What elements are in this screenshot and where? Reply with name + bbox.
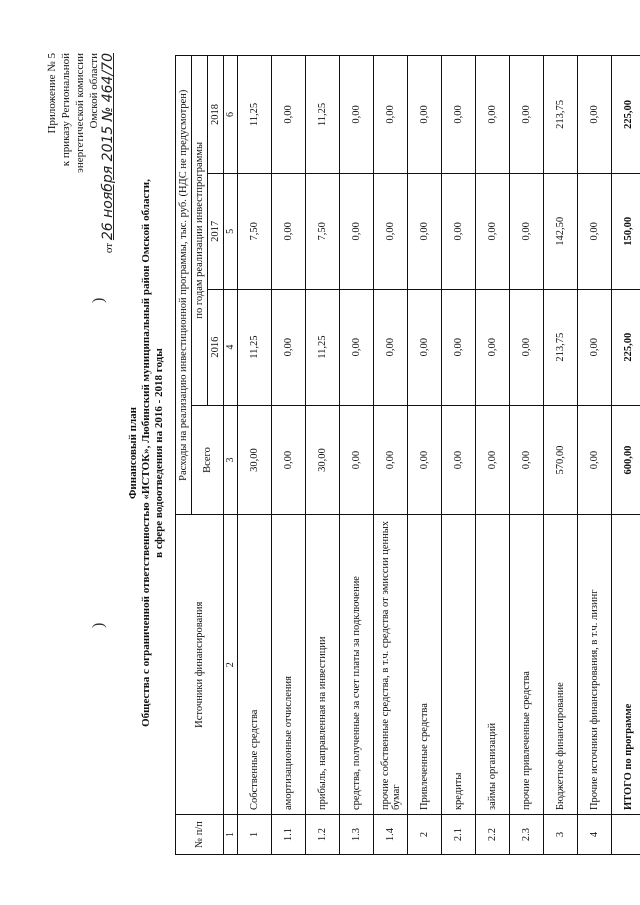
row-num: [612, 815, 640, 855]
column-number: 5: [224, 173, 238, 289]
row-total: 0,00: [442, 405, 476, 515]
row-num: 1: [238, 815, 272, 855]
appendix-line-5: [101, 53, 116, 253]
row-total: 570,00: [544, 405, 578, 515]
row-2016: 0,00: [272, 289, 306, 405]
row-total: 0,00: [408, 405, 442, 515]
header-source: Источники финансирования: [176, 515, 224, 815]
table-row: [476, 56, 510, 855]
row-num: 1.1: [272, 815, 306, 855]
column-number: 1: [224, 815, 238, 855]
row-2017: 7,50: [238, 173, 272, 289]
row-num: 1.3: [340, 815, 374, 855]
header-total: Всего: [192, 405, 224, 515]
row-2016: 0,00: [510, 289, 544, 405]
row-2017: 0,00: [340, 173, 374, 289]
row-2016: 0,00: [442, 289, 476, 405]
column-numbers-row: [224, 56, 238, 855]
header-expenses: Расходы на реализацию инвестиционной программы, тыс. руб. (НДС не предусмотрен): [176, 56, 192, 515]
row-2016: 0,00: [578, 289, 612, 405]
document-heading: [127, 43, 166, 863]
row-total: 0,00: [340, 405, 374, 515]
row-source: ИТОГО по программе: [612, 515, 640, 815]
row-source: займы организаций: [476, 515, 510, 815]
row-source: амортизационные отчисления: [272, 515, 306, 815]
table-row: [272, 56, 306, 855]
header-year-2018: 2018: [208, 56, 224, 174]
table-body: [224, 56, 640, 855]
row-2018: 11,25: [306, 56, 340, 174]
row-num: 1.4: [374, 815, 408, 855]
appendix-note: [45, 53, 116, 253]
appendix-date-prefix: от: [103, 242, 115, 254]
row-2018: 11,25: [238, 56, 272, 174]
row-source: кредиты: [442, 515, 476, 815]
row-2017: 7,50: [306, 173, 340, 289]
financial-plan-table: [175, 55, 640, 855]
row-num: 2.1: [442, 815, 476, 855]
row-num: 2: [408, 815, 442, 855]
binding-mark-right: ): [90, 297, 107, 303]
row-2017: 0,00: [374, 173, 408, 289]
appendix-line-1: Приложение № 5: [46, 53, 58, 134]
row-num: 3: [544, 815, 578, 855]
header-num: № п/п: [176, 815, 224, 855]
binding-mark-left: ): [90, 622, 107, 628]
row-total: 0,00: [272, 405, 306, 515]
row-2018: 0,00: [340, 56, 374, 174]
row-2018: 0,00: [442, 56, 476, 174]
heading-period: в сфере водоотведения на 2016 - 2018 годы: [153, 348, 165, 558]
row-2018: 0,00: [374, 56, 408, 174]
row-source: прочие собственные средства, в т.ч. средства от эмиссии ценных бумаг: [374, 515, 408, 815]
column-number: 2: [224, 515, 238, 815]
table-row: [408, 56, 442, 855]
row-2018: 0,00: [578, 56, 612, 174]
row-2017: 0,00: [578, 173, 612, 289]
row-source: Привлеченные средства: [408, 515, 442, 815]
row-num: 4: [578, 815, 612, 855]
row-total: 0,00: [578, 405, 612, 515]
row-2018: 0,00: [510, 56, 544, 174]
table-row: [238, 56, 272, 855]
handwritten-order-date-number: 26 ноября 2015 № 464/70: [100, 53, 116, 241]
row-total: 30,00: [306, 405, 340, 515]
header-year-2016: 2016: [208, 289, 224, 405]
table-row: [510, 56, 544, 855]
row-2016: 225,00: [612, 289, 640, 405]
row-total: 30,00: [238, 405, 272, 515]
table-row: [340, 56, 374, 855]
appendix-line-3: энергетической комиссии: [74, 53, 86, 173]
row-2018: 225,00: [612, 56, 640, 174]
table-row: [306, 56, 340, 855]
header-by-years: по годам реализации инвестпрограммы: [192, 56, 208, 406]
row-2016: 0,00: [476, 289, 510, 405]
row-total: 0,00: [374, 405, 408, 515]
heading-title: Финансовый план: [127, 406, 139, 500]
column-number: 6: [224, 56, 238, 174]
appendix-line-2: к приказу Региональной: [60, 53, 72, 167]
row-2016: 0,00: [374, 289, 408, 405]
column-number: 4: [224, 289, 238, 405]
appendix-line-4: Омской области: [88, 53, 100, 129]
table-total-row: [612, 56, 640, 855]
row-source: прибыль, направленная на инвестиции: [306, 515, 340, 815]
row-2017: 150,00: [612, 173, 640, 289]
row-num: 2.3: [510, 815, 544, 855]
row-2017: 0,00: [272, 173, 306, 289]
row-2018: 0,00: [476, 56, 510, 174]
row-2018: 213,75: [544, 56, 578, 174]
row-source: средства, полученные за счет платы за подключение: [340, 515, 374, 815]
table-row: [442, 56, 476, 855]
table-row: [544, 56, 578, 855]
row-source: прочие привлеченные средства: [510, 515, 544, 815]
row-2018: 0,00: [272, 56, 306, 174]
row-source: Собственные средства: [238, 515, 272, 815]
row-2016: 11,25: [238, 289, 272, 405]
row-total: 600,00: [612, 405, 640, 515]
table-row: [578, 56, 612, 855]
row-total: 0,00: [476, 405, 510, 515]
row-2017: 0,00: [476, 173, 510, 289]
row-source: Бюджетное финансирование: [544, 515, 578, 815]
table-row: [374, 56, 408, 855]
column-number: 3: [224, 405, 238, 515]
row-2016: 0,00: [408, 289, 442, 405]
row-total: 0,00: [510, 405, 544, 515]
rotated-document-page: [35, 43, 634, 863]
row-2017: 0,00: [510, 173, 544, 289]
row-2016: 11,25: [306, 289, 340, 405]
row-source: Прочие источники финансирования, в т.ч. лизинг: [578, 515, 612, 815]
row-2017: 0,00: [442, 173, 476, 289]
header-year-2017: 2017: [208, 173, 224, 289]
row-num: 2.2: [476, 815, 510, 855]
row-num: 1.2: [306, 815, 340, 855]
heading-organization: Общества с ограниченной ответственностью «ИСТОК», Любинский муниципальный район Омской области,: [140, 179, 152, 727]
row-2018: 0,00: [408, 56, 442, 174]
row-2016: 0,00: [340, 289, 374, 405]
row-2017: 142,50: [544, 173, 578, 289]
row-2017: 0,00: [408, 173, 442, 289]
row-2016: 213,75: [544, 289, 578, 405]
